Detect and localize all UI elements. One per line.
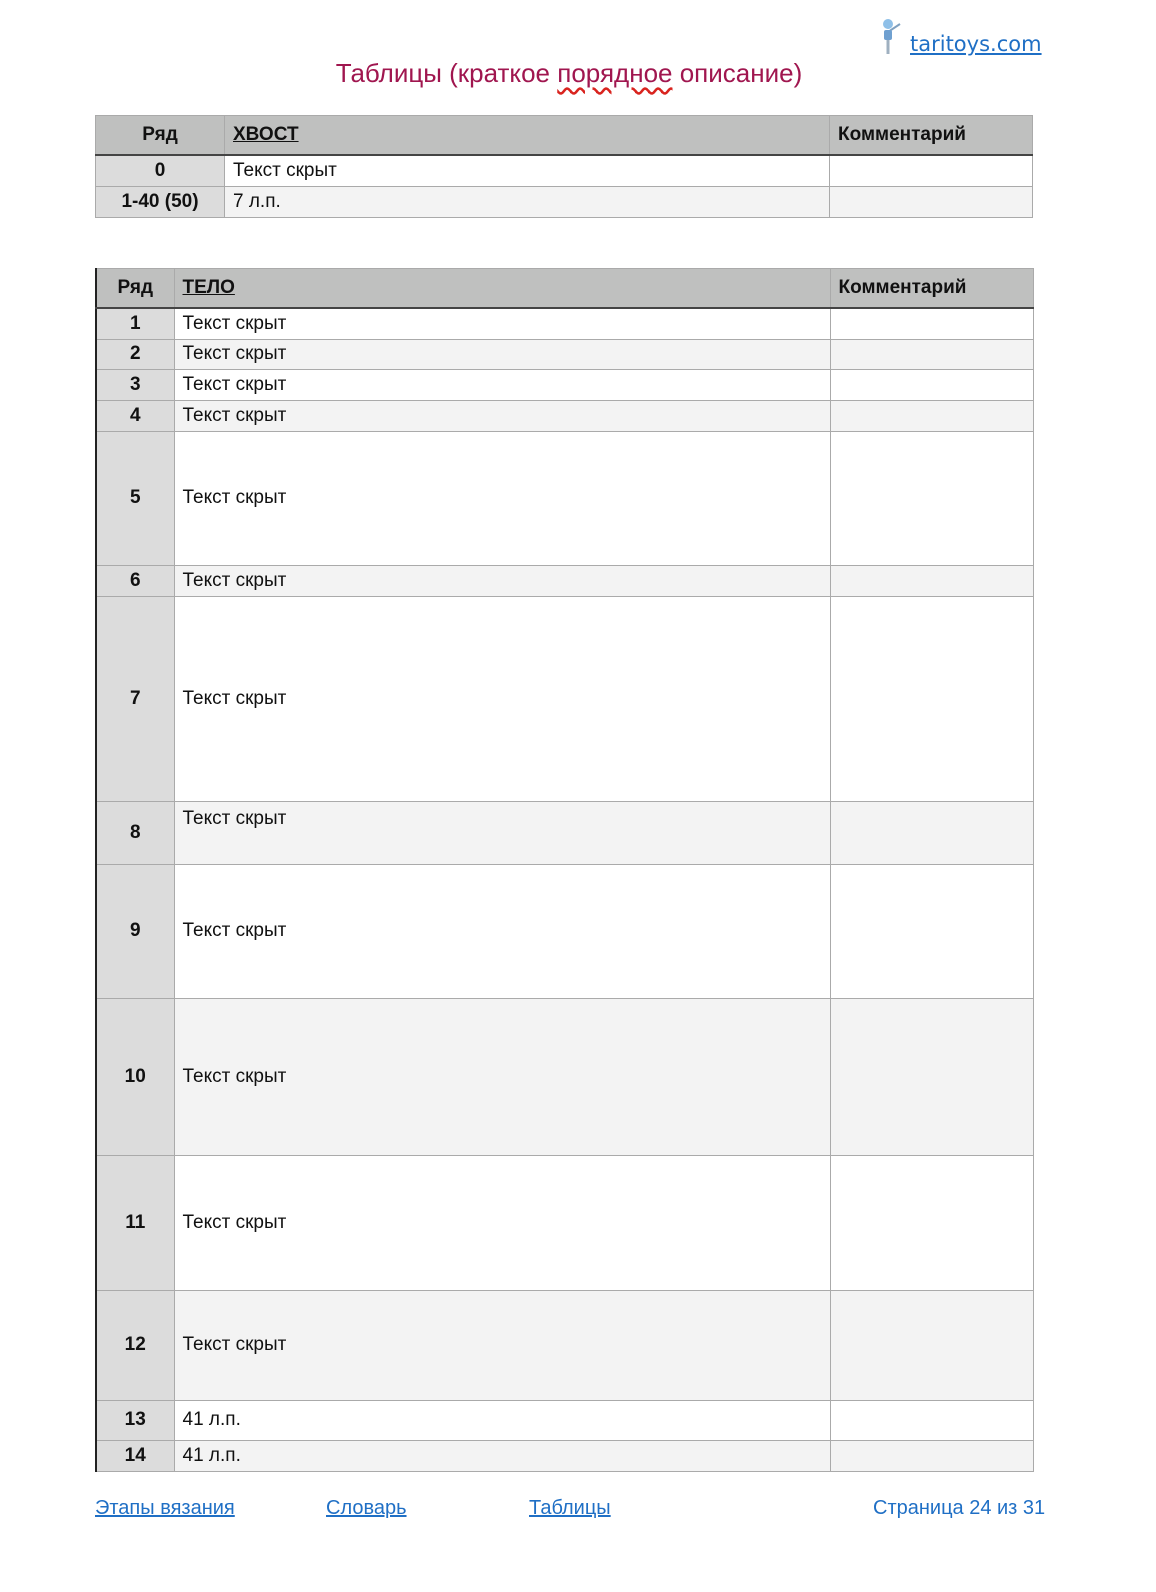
row-number: 3 bbox=[96, 369, 174, 400]
table-row bbox=[96, 864, 1033, 998]
row-header: Ряд bbox=[96, 269, 174, 309]
table-row bbox=[96, 1400, 1033, 1440]
row-comment bbox=[830, 1155, 1033, 1290]
table-row bbox=[96, 186, 1033, 217]
row-text: Текст скрыт bbox=[225, 155, 830, 186]
table-row bbox=[96, 1155, 1033, 1290]
table-row bbox=[96, 801, 1033, 864]
row-comment bbox=[830, 400, 1033, 431]
row-number: 0 bbox=[96, 155, 225, 186]
pin-figure-icon bbox=[878, 16, 906, 56]
row-text: Текст скрыт bbox=[174, 1155, 830, 1290]
tail-table bbox=[95, 115, 1033, 218]
table-row bbox=[96, 1440, 1033, 1471]
row-number: 8 bbox=[96, 801, 174, 864]
comment-header: Комментарий bbox=[830, 269, 1033, 309]
row-text: Текст скрыт bbox=[174, 801, 830, 864]
row-comment bbox=[830, 431, 1033, 565]
glossary-link[interactable]: Словарь bbox=[326, 1497, 407, 1519]
row-number: 6 bbox=[96, 565, 174, 596]
row-text: Текст скрыт bbox=[174, 339, 830, 369]
comment-header: Комментарий bbox=[830, 116, 1033, 156]
site-link[interactable]: taritoys.com bbox=[910, 32, 1042, 56]
row-text: Текст скрыт bbox=[174, 308, 830, 339]
row-number: 9 bbox=[96, 864, 174, 998]
row-text: Текст скрыт bbox=[174, 998, 830, 1155]
page-title: Таблицы (краткое порядное описание) bbox=[335, 58, 803, 88]
row-number: 1-40 (50) bbox=[96, 186, 225, 217]
table-row bbox=[96, 431, 1033, 565]
row-text: Текст скрыт bbox=[174, 369, 830, 400]
row-number: 14 bbox=[96, 1440, 174, 1471]
row-comment bbox=[830, 186, 1033, 217]
row-number: 4 bbox=[96, 400, 174, 431]
row-comment bbox=[830, 998, 1033, 1155]
row-number: 12 bbox=[96, 1290, 174, 1400]
row-comment bbox=[830, 801, 1033, 864]
row-header: Ряд bbox=[96, 116, 225, 156]
row-comment bbox=[830, 339, 1033, 369]
row-comment bbox=[830, 1440, 1033, 1471]
tables-link[interactable]: Таблицы bbox=[529, 1497, 611, 1519]
row-number: 2 bbox=[96, 339, 174, 369]
table-row bbox=[96, 339, 1033, 369]
row-comment bbox=[830, 155, 1033, 186]
table-row bbox=[96, 308, 1033, 339]
site-logo[interactable] bbox=[878, 16, 1042, 56]
table-row bbox=[96, 565, 1033, 596]
section-header: ТЕЛО bbox=[174, 269, 830, 309]
row-number: 7 bbox=[96, 596, 174, 801]
row-comment bbox=[830, 1400, 1033, 1440]
row-text: Текст скрыт bbox=[174, 596, 830, 801]
stages-link[interactable]: Этапы вязания bbox=[95, 1497, 235, 1519]
row-comment bbox=[830, 596, 1033, 801]
row-text: 41 л.п. bbox=[174, 1440, 830, 1471]
row-number: 13 bbox=[96, 1400, 174, 1440]
page-number: Страница 24 из 31 bbox=[873, 1497, 1046, 1519]
table-row bbox=[96, 369, 1033, 400]
row-number: 10 bbox=[96, 998, 174, 1155]
section-header: ХВОСТ bbox=[225, 116, 830, 156]
table-row bbox=[96, 1290, 1033, 1400]
table-row bbox=[96, 400, 1033, 431]
table-row bbox=[96, 596, 1033, 801]
row-comment bbox=[830, 565, 1033, 596]
row-text: Текст скрыт bbox=[174, 431, 830, 565]
spellcheck-word: порядное bbox=[557, 58, 673, 88]
row-text: 7 л.п. bbox=[225, 186, 830, 217]
table-row bbox=[96, 155, 1033, 186]
row-text: Текст скрыт bbox=[174, 864, 830, 998]
row-text: Текст скрыт bbox=[174, 400, 830, 431]
row-text: Текст скрыт bbox=[174, 1290, 830, 1400]
row-text: Текст скрыт bbox=[174, 565, 830, 596]
row-comment bbox=[830, 1290, 1033, 1400]
body-table bbox=[95, 268, 1034, 1472]
row-number: 1 bbox=[96, 308, 174, 339]
table-row bbox=[96, 998, 1033, 1155]
row-text: 41 л.п. bbox=[174, 1400, 830, 1440]
row-comment bbox=[830, 864, 1033, 998]
row-number: 11 bbox=[96, 1155, 174, 1290]
row-comment bbox=[830, 308, 1033, 339]
row-comment bbox=[830, 369, 1033, 400]
row-number: 5 bbox=[96, 431, 174, 565]
